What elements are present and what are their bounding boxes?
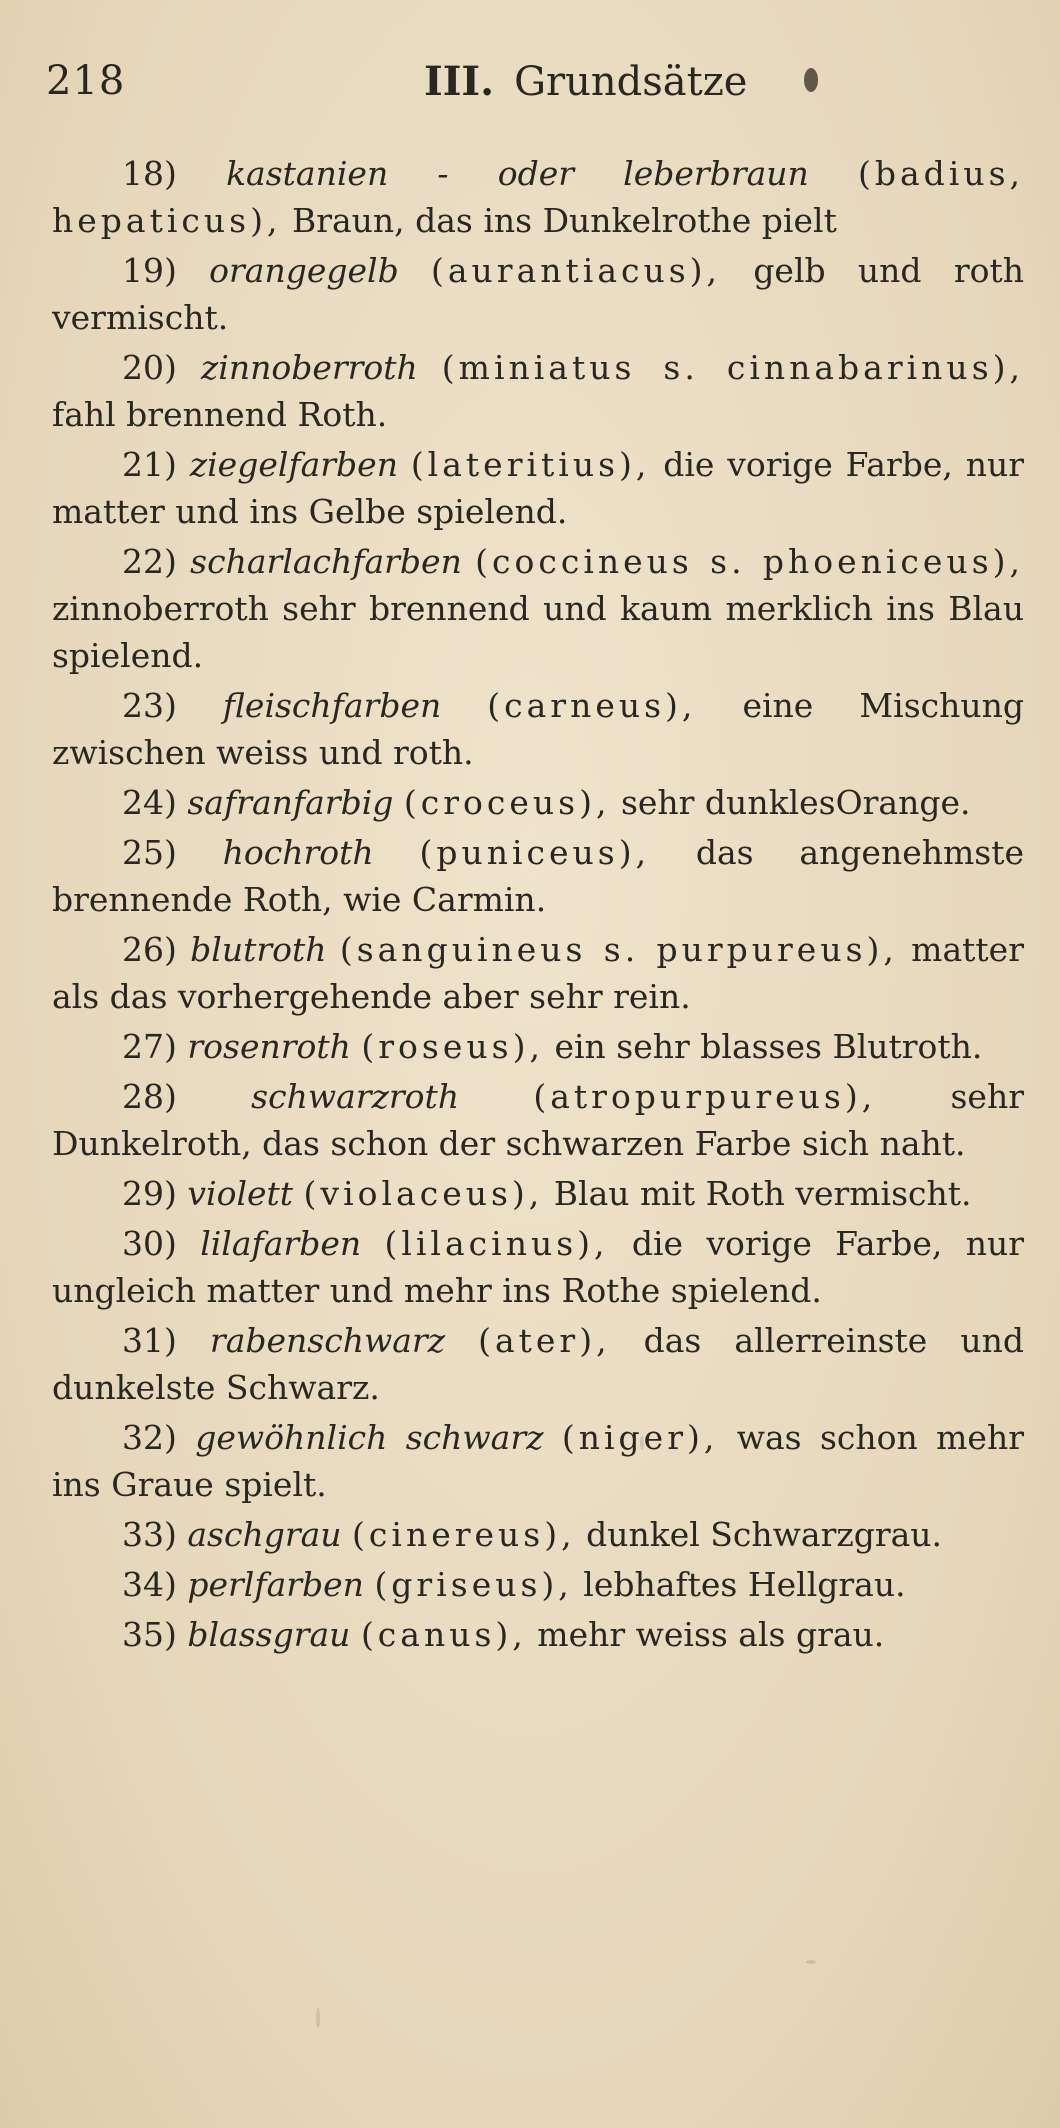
entry-number: 30) (122, 1224, 177, 1263)
list-item (52, 926, 1024, 1020)
entry-number: 20) (122, 348, 177, 387)
entry-description: gelb und roth vermischt. (52, 251, 1024, 337)
entry-latin: (coccineus s. phoeniceus), (475, 542, 1024, 581)
entry-number: 29) (122, 1174, 177, 1213)
list-item (52, 1414, 1024, 1508)
entry-number: 32) (122, 1418, 177, 1457)
list-item (52, 1073, 1024, 1167)
entry-number: 28) (122, 1077, 177, 1116)
entry-latin: (puniceus), (419, 833, 651, 872)
color-list (52, 150, 1024, 1661)
entry-description: das angenehmste brennende Roth, wie Carmin. (52, 833, 1024, 919)
paper-stain (316, 2008, 320, 2028)
entry-description: Blau mit Roth vermischt. (553, 1174, 972, 1213)
page-number: 218 (46, 58, 126, 104)
list-item (52, 1023, 1024, 1070)
chapter-roman: III. (424, 58, 495, 105)
entry-term: zinnoberroth (200, 348, 418, 387)
list-item (52, 1511, 1024, 1558)
entry-latin: (ater), (478, 1321, 611, 1360)
list-item (52, 441, 1024, 535)
entry-description: was schon mehr ins Graue spielt. (52, 1418, 1024, 1504)
list-item (52, 1220, 1024, 1314)
list-item (52, 344, 1024, 438)
entry-term: hochroth (222, 833, 374, 872)
entry-term: violett (187, 1174, 294, 1213)
list-item (52, 682, 1024, 776)
entry-latin: (atropurpureus), (533, 1077, 877, 1116)
list-item (52, 1561, 1024, 1608)
entry-term: orangegelb (209, 251, 399, 290)
entry-description: die vorige Farbe, nur matter und ins Gelbe spielend. (52, 445, 1024, 531)
entry-description: eine Mischung zwischen weiss und roth. (52, 686, 1024, 772)
entry-number: 23) (122, 686, 177, 725)
entry-number: 27) (122, 1027, 177, 1066)
entry-latin: (violaceus), (303, 1174, 544, 1213)
entry-latin: (cinereus), (352, 1515, 576, 1554)
entry-term: safranfarbig (187, 783, 394, 822)
entry-number: 22) (122, 542, 177, 581)
entry-term: blutroth (190, 930, 327, 969)
ink-spot (804, 68, 818, 92)
list-item (52, 150, 1024, 244)
entry-description: die vorige Farbe, nur ungleich matter und mehr ins Rothe spielend. (52, 1224, 1025, 1310)
list-item (52, 779, 1024, 826)
entry-term: rosenroth (187, 1027, 351, 1066)
entry-number: 34) (122, 1565, 177, 1604)
entry-description: sehr dunklesOrange. (620, 783, 971, 822)
entry-term: perlfarben (187, 1565, 364, 1604)
entry-latin: (aurantiacus), (431, 251, 722, 290)
paper-stain (640, 1436, 644, 1450)
entry-number: 24) (122, 783, 177, 822)
entry-number: 31) (122, 1321, 177, 1360)
entry-description: sehr Dunkelroth, das schon der schwarzen Farbe sich naht. (52, 1077, 1024, 1163)
entry-term: aschgrau (187, 1515, 342, 1554)
entry-latin: (lilacinus), (384, 1224, 609, 1263)
entry-number: 25) (122, 833, 177, 872)
entry-number: 21) (122, 445, 177, 484)
entry-description: das allerreinste und dunkelste Schwarz. (52, 1321, 1024, 1407)
entry-term: kastanien - oder leberbraun (226, 154, 809, 193)
list-item (52, 538, 1024, 679)
entry-number: 18) (122, 154, 177, 193)
list-item (52, 829, 1024, 923)
entry-latin: (griseus), (374, 1565, 573, 1604)
entry-term: scharlachfarben (190, 542, 462, 581)
chapter-heading (424, 58, 747, 105)
entry-latin: (roseus), (361, 1027, 544, 1066)
entry-term: ziegelfarben (189, 445, 398, 484)
entry-latin: (canus), (360, 1615, 527, 1654)
entry-latin: (croceus), (403, 783, 611, 822)
entry-description: dunkel Schwarzgrau. (586, 1515, 943, 1554)
list-item (52, 1170, 1024, 1217)
paper-stain (806, 1960, 816, 1964)
entry-term: fleischfarben (222, 686, 442, 725)
chapter-title: Grundsätze (514, 59, 748, 105)
entry-description: ein sehr blasses Blutroth. (554, 1027, 983, 1066)
list-item (52, 1611, 1024, 1658)
entry-number: 26) (122, 930, 177, 969)
entry-latin: (niger), (561, 1418, 719, 1457)
entry-latin: (sanguineus s. purpureus), (339, 930, 898, 969)
entry-description: lebhaftes Hellgrau. (583, 1565, 906, 1604)
entry-description: zinnoberroth sehr brennend und kaum merklich ins Blau spielend. (52, 589, 1024, 675)
entry-number: 19) (122, 251, 177, 290)
entry-description: Braun, das ins Dunkelrothe pielt (291, 201, 837, 240)
entry-term: schwarzroth (251, 1077, 460, 1116)
entry-description: matter als das vorhergehende aber sehr rein. (52, 930, 1024, 1016)
entry-latin: (badius, hepaticus), (52, 154, 1024, 240)
entry-latin: (miniatus s. cinnabarinus), (441, 348, 1024, 387)
list-item (52, 247, 1024, 341)
entry-term: gewöhnlich schwarz (195, 1418, 544, 1457)
entry-latin: (carneus), (487, 686, 697, 725)
entry-term: rabenschwarz (209, 1321, 446, 1360)
entry-number: 35) (122, 1615, 177, 1654)
entry-term: blassgrau (187, 1615, 351, 1654)
entry-number: 33) (122, 1515, 177, 1554)
entry-term: lilafarben (200, 1224, 362, 1263)
entry-description: mehr weiss als grau. (537, 1615, 885, 1654)
running-header (46, 58, 1006, 118)
entry-latin: (lateritius), (410, 445, 651, 484)
entry-description: fahl brennend Roth. (52, 395, 388, 434)
list-item (52, 1317, 1024, 1411)
